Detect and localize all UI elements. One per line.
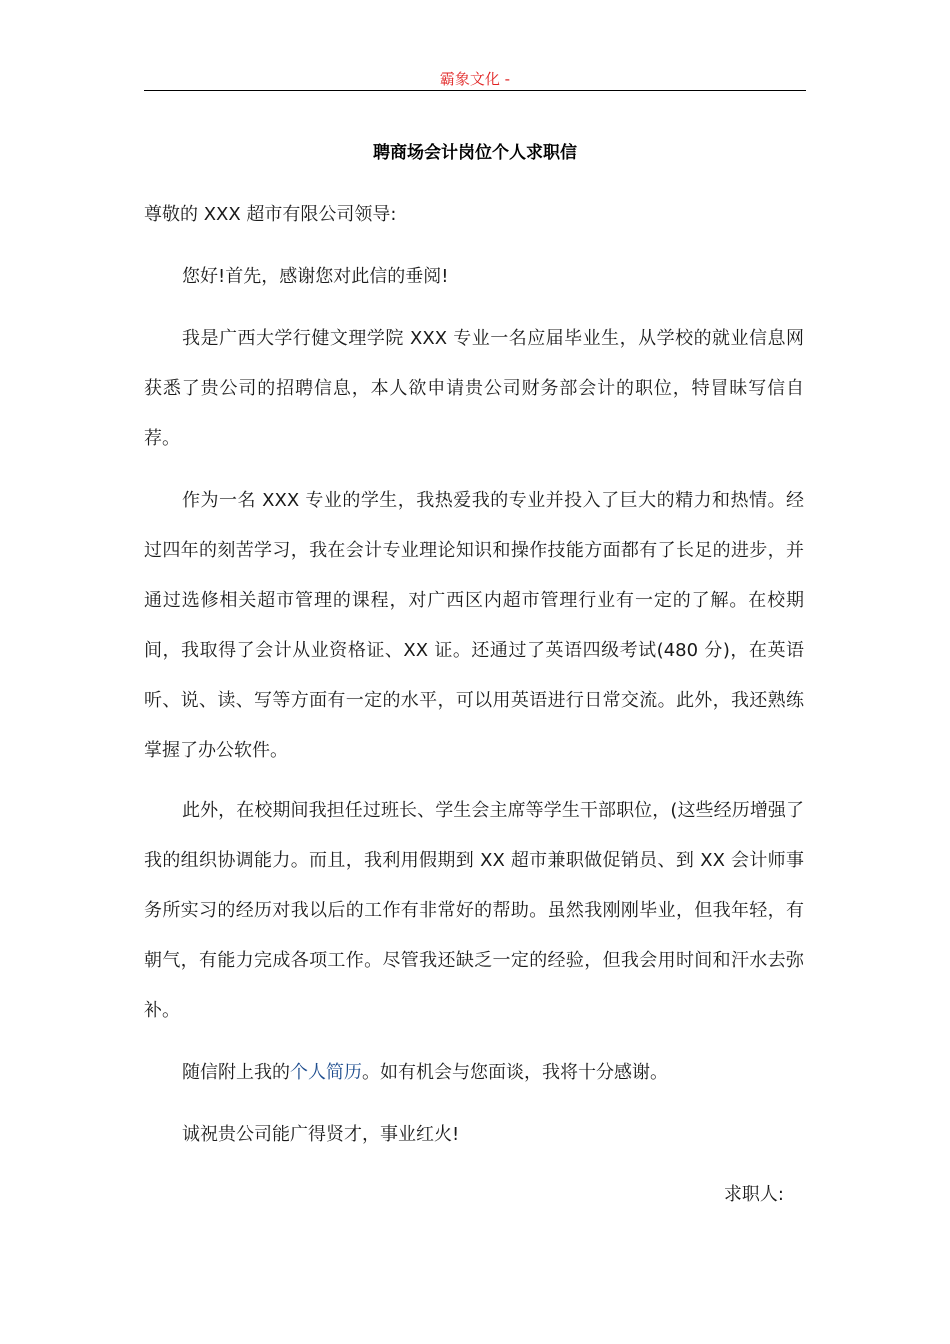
resume-link[interactable]: 个人简历 xyxy=(290,1062,362,1083)
attachment-text-before: 随信附上我的 xyxy=(182,1062,290,1083)
header-divider xyxy=(144,90,806,91)
attachment-text-after: 。如有机会与您面谈，我将十分感谢。 xyxy=(362,1062,668,1083)
paragraph-attachment xyxy=(144,1048,804,1098)
paragraph-introduction: 我是广西大学行健文理学院 XXX 专业一名应届毕业生，从学校的就业信息网获悉了贵公司的招聘信息，本人欲申请贵公司财务部会计的职位，特冒昧写信自荐。 xyxy=(144,328,804,449)
paragraph-qualifications: 作为一名 XXX 专业的学生，我热爱我的专业并投入了巨大的精力和热情。经过四年的刻苦学习，我在会计专业理论知识和操作技能方面都有了长足的进步，并通过选修相关超市管理的课程，对广西区内超市管理行业有一定的了解。在校期间，我取得了会计从业资格证、XX 证。还通过了英语四级考试(480 分)，在英语听、说、读、写等方面有一定的水平，可以用英语进行日常交流。此外，我还熟练掌握了办公软件。 xyxy=(144,490,804,761)
page-title: 聘商场会计岗位个人求职信 xyxy=(373,143,577,163)
salutation: 尊敬的 XXX 超市有限公司领导: xyxy=(144,204,397,225)
paragraph-greeting: 您好!首先，感谢您对此信的垂阅! xyxy=(182,266,449,287)
header-text: 霸象文化 - xyxy=(439,70,511,88)
paragraph-experience: 此外，在校期间我担任过班长、学生会主席等学生干部职位，(这些经历增强了我的组织协调能力。而且，我利用假期到 XX 超市兼职做促销员、到 XX 会计师事务所实习的经历对我以后的工作有非常好的帮助。虽然我刚刚毕业，但我年轻，有朝气，有能力完成各项工作。尽管我还缺乏一定的经验，但我会用时间和汗水去弥补。 xyxy=(144,800,804,1021)
paragraph-closing: 诚祝贵公司能广得贤才，事业红火! xyxy=(182,1124,460,1145)
signature-label: 求职人: xyxy=(723,1184,784,1205)
